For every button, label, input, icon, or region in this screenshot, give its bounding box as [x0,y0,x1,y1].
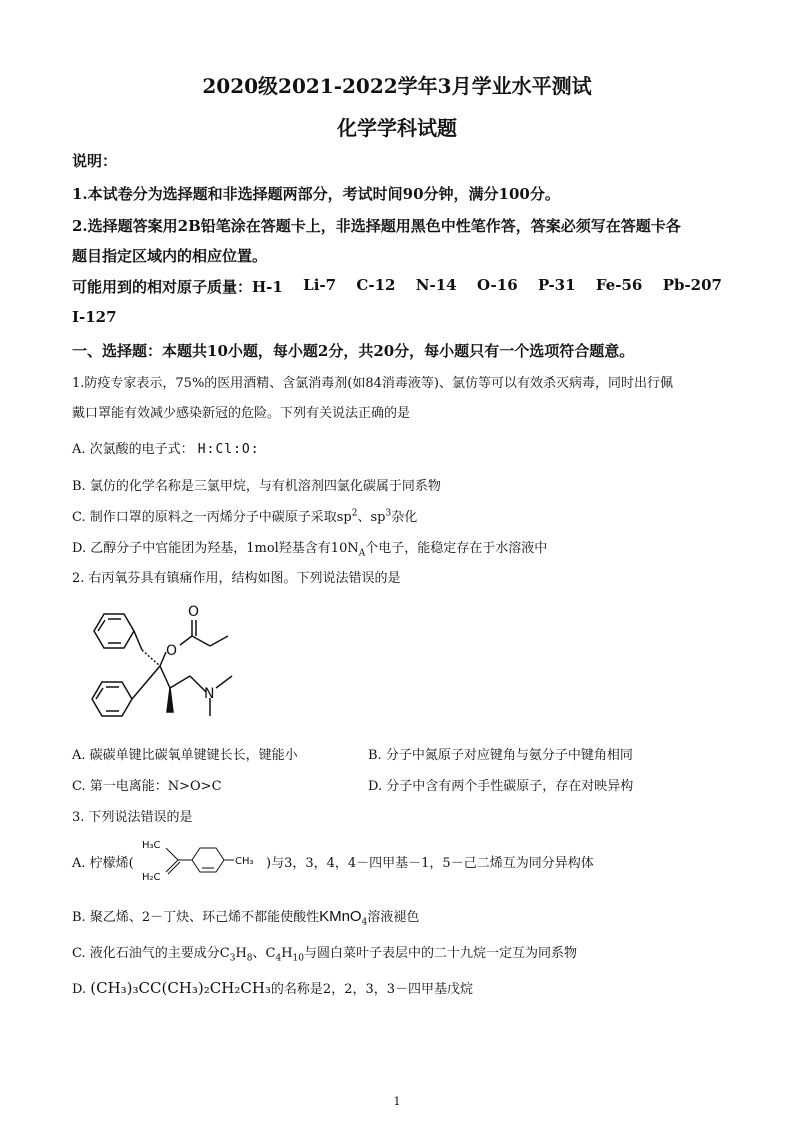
q1-stem-a: 1.防疫专家表示，75%的医用酒精、含氯消毒剂(如84消毒液等)、氯仿等可以有效杀灭病毒，同时出行佩 [72,376,673,391]
q3-option-a-post: )与3，3，4，4－四甲基－1，5－己二烯互为同分异构体 [266,856,594,871]
masses-label: 可能用到的相对原子质量：H-1 [72,278,283,296]
q2-option-d: D. 分子中含有两个手性碳原子，存在对映异构 [368,779,634,794]
structure-nitrogen: N [204,686,215,702]
q1-c-mid: 、sp [357,510,386,525]
q3-c-pre: C. 液化石油气的主要成分C [72,946,230,961]
q3-c-m3: H [281,946,293,961]
mass-fe: Fe-56 [595,276,643,294]
q3-option-a-pre: A. 柠檬烯( [72,856,134,871]
q3-d-post: 的名称是2，2，3，3－四甲基戊烷 [270,982,474,997]
q3-b-post: 溶液褪色 [367,910,420,925]
q1-c-pre: C. 制作口罩的原料之一丙烯分子中碳原子采取sp [72,510,352,525]
q1-c-post: 杂化 [391,510,418,525]
q1-d-sub: A [358,548,366,559]
page-number: 1 [393,1095,401,1108]
exam-subtitle: 化学学科试题 [337,116,457,140]
exam-title: 2020级2021-2022学年3月学业水平测试 [202,74,592,98]
q3-c-m1: H [235,946,247,961]
notes-line-2a: 2.选择题答案用2B铅笔涂在答题卡上，非选择题用黑色中性笔作答，答案必须写在答题卡各 [72,217,681,235]
q2-stem: 2. 右丙氧芬具有镇痛作用，结构如图。下列说法错误的是 [72,571,401,586]
mass-c: C-12 [356,276,396,294]
q1-option-b: B. 氯仿的化学名称是三氯甲烷，与有机溶剂四氯化碳属于同系物 [72,479,441,494]
q1-d-post: 个电子，能稳定存在于水溶液中 [365,541,548,556]
notes-line-1: 1.本试卷分为选择题和非选择题两部分，考试时间90分钟，满分100分。 [72,185,560,203]
limonene-h2c: H₂C [142,872,161,883]
q1-option-c [72,506,417,525]
hclo-electron-formula: H:Cl:O: [197,442,260,457]
q3-b-sub: 4 [361,917,368,928]
limonene-ch3: CH₃ [235,856,254,867]
atomic-masses-row [72,276,722,297]
q1-c-sup1: 2 [351,508,358,519]
kmno4-formula: KMnO [319,908,362,925]
q1-c-sup2: 3 [385,508,392,519]
q1-option-a [72,438,260,457]
q3-c-s3: 4 [275,953,282,964]
q2-option-a: A. 碳碳单键比碳氧单键键长长，键能小 [72,748,298,763]
mass-n: N-14 [415,276,457,294]
q3-option-c [72,942,577,964]
q3-option-d [72,978,473,997]
q3-d-pre: D. [72,982,87,997]
q3-option-b [72,906,419,928]
q2-option-c: C. 第一电离能：N>O>C [72,779,222,794]
mass-pb: Pb-207 [662,276,722,294]
q3-d-formula: (CH₃)₃CC(CH₃)₂CH₂CH₃ [90,979,271,997]
notes-label: 说明： [72,152,118,170]
q1-d-pre: D. 乙醇分子中官能团为羟基，1mol羟基含有10N [72,541,359,556]
q3-stem: 3. 下列说法错误的是 [72,810,193,825]
q3-b-pre: B. 聚乙烯、2－丁炔、环己烯不都能使酸性 [72,910,320,925]
q1-option-a-text: A. 次氯酸的电子式： [72,442,194,457]
mass-i: I-127 [72,308,117,326]
q3-c-s2: 8 [246,953,253,964]
q1-stem-b: 戴口罩能有效减少感染新冠的危险。下列有关说法正确的是 [72,406,411,421]
dextropropoxyphene-structure [70,600,270,735]
limonene-structure [138,834,266,886]
mass-li: Li-7 [303,276,337,294]
mass-p: P-31 [537,276,576,294]
q3-c-s1: 3 [229,953,236,964]
notes-line-2b: 题目指定区域内的相应位置。 [72,247,268,265]
q2-option-b: B. 分子中氮原子对应键角与氨分子中键角相同 [368,748,633,763]
limonene-h3c: H₃C [142,840,161,851]
q3-c-m2: 、C [252,946,276,961]
structure-ester-oxygen: O [166,643,178,659]
structure-carbonyl-oxygen: O [188,604,200,620]
section-heading: 一、选择题：本题共10小题，每小题2分，共20分，每小题只有一个选项符合题意。 [72,342,635,360]
q3-c-post: 与圆白菜叶子表层中的二十九烷一定互为同系物 [304,946,578,961]
mass-o: O-16 [476,276,518,294]
q3-c-s4: 10 [292,953,304,964]
q1-option-d [72,537,547,559]
